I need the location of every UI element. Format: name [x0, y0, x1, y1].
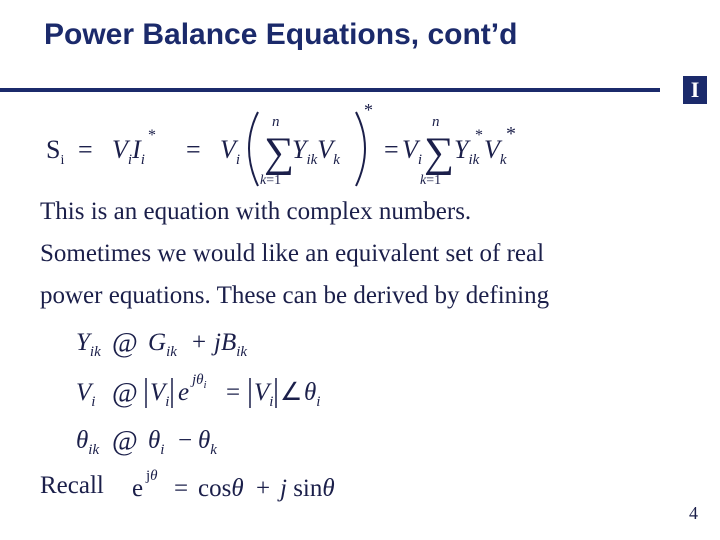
svg-text:=: = [174, 475, 189, 502]
svg-text:Vi: $V_i$ [76, 379, 96, 410]
svg-text:@: @ [112, 378, 138, 409]
svg-text:Yik: $Y_{ik}$ [454, 135, 480, 168]
logo-glyph: I [690, 77, 700, 102]
svg-text:k=1: k=1 [260, 173, 282, 188]
angle-difference-definition [74, 420, 274, 464]
svg-text:=: = [226, 379, 241, 406]
svg-text:θi: $\theta_i$ [148, 427, 165, 458]
euler-identity [130, 462, 370, 506]
svg-text:n: n [432, 114, 440, 130]
real-equivalent-line-1: Sometimes we would like an equivalent set of real [40, 240, 545, 267]
svg-text:jθi: $j\theta_i$ [192, 372, 207, 391]
page-number: 4 [689, 503, 698, 523]
svg-text:*: * [364, 100, 373, 120]
svg-text:Si: $S_i$ [46, 135, 65, 168]
svg-text:Yik: $Y_{ik}$ [76, 329, 101, 360]
svg-text:*: * [475, 127, 483, 144]
svg-text:jθ: jθ [146, 468, 158, 484]
svg-text:Vi: $V_i$ [402, 135, 423, 168]
svg-text:Vi: $V_i$ [220, 135, 241, 168]
power-balance-equation [40, 100, 540, 195]
svg-text:*: * [148, 127, 156, 144]
real-equivalent-line-2: power equations. These can be derived by defining [40, 282, 550, 309]
voltage-definition [74, 368, 354, 416]
svg-text:Vi: $V_i$ [150, 379, 170, 410]
svg-text:=: = [384, 135, 399, 164]
svg-text:e: e [178, 379, 190, 406]
svg-text:YikVk: $Y_{ik}V_k$ [292, 135, 340, 168]
svg-text:θk: $\theta_k$ [198, 427, 217, 458]
svg-text:∑: ∑ [264, 130, 294, 176]
svg-text:−: − [178, 427, 193, 454]
title-divider [0, 88, 660, 92]
slide-title: Power Balance Equations, cont’d [44, 18, 518, 51]
svg-text:+: + [192, 329, 207, 356]
svg-text:n: n [272, 114, 280, 130]
admittance-definition [74, 322, 294, 366]
svg-text:@: @ [112, 426, 138, 457]
svg-text:k=1: k=1 [420, 173, 442, 188]
svg-text:∠: ∠ [280, 379, 303, 406]
svg-text:=: = [186, 135, 201, 164]
svg-text:θi: $\theta_i$ [304, 379, 321, 410]
svg-text:e: e [132, 475, 144, 502]
svg-text:Gik: $G_{ik}$ [148, 329, 177, 360]
university-logo [683, 76, 707, 104]
recall-label: Recall [40, 472, 104, 499]
svg-text:Vi: $V_i$ [254, 379, 274, 410]
svg-text:ViIi: $V_iI_i$ [112, 135, 145, 168]
svg-text:@: @ [112, 328, 138, 359]
svg-text:=: = [78, 135, 93, 164]
svg-text:*: * [506, 123, 516, 145]
svg-text:cosθ: cosθ [198, 475, 244, 502]
svg-text:j sinθ: j sinθ [280, 475, 335, 502]
svg-text:jBik: $jB_{ik}$ [214, 329, 248, 360]
svg-text:Vk: $V_k$ [484, 135, 507, 168]
complex-note: This is an equation with complex numbers. [40, 198, 472, 225]
svg-text:∑: ∑ [424, 130, 454, 176]
svg-text:θik: $\theta_{ik}$ [76, 427, 100, 458]
svg-text:+: + [256, 475, 271, 502]
